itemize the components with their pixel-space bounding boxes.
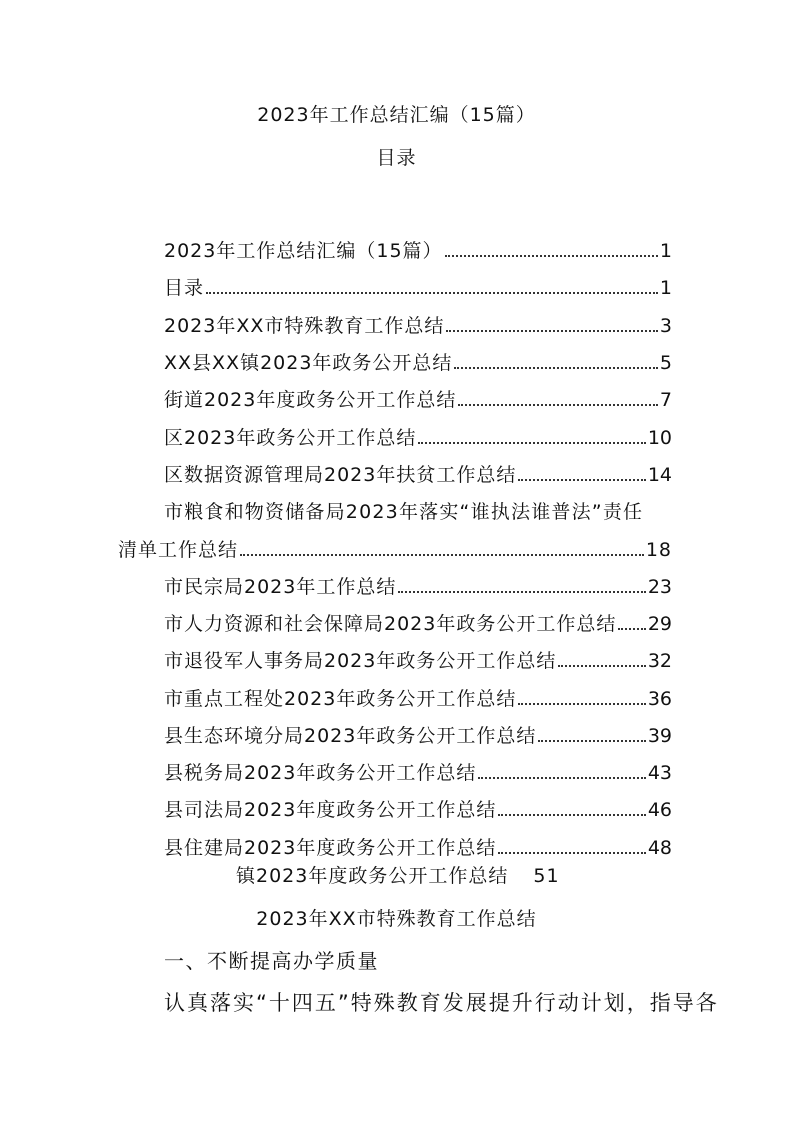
toc-leader-dots bbox=[418, 441, 645, 444]
toc-entry-label: 区数据资源管理局2023年扶贫工作总结 bbox=[164, 464, 517, 486]
toc-entry-page: 51 bbox=[533, 865, 560, 887]
toc-leader-dots bbox=[518, 702, 645, 705]
toc-entry[interactable] bbox=[164, 311, 672, 338]
toc-entry-label: XX县XX镇2023年政务公开总结 bbox=[164, 352, 453, 374]
toc-entry[interactable] bbox=[164, 795, 672, 822]
toc-entry[interactable] bbox=[164, 684, 672, 711]
toc-entry[interactable] bbox=[164, 460, 672, 487]
toc-entry[interactable] bbox=[164, 572, 672, 599]
toc-leader-dots bbox=[445, 254, 658, 257]
toc-entry[interactable] bbox=[164, 609, 672, 636]
toc-entry[interactable] bbox=[164, 721, 672, 748]
toc-entry-page: 36 bbox=[647, 688, 672, 710]
toc-entry-label: 县税务局2023年政务公开工作总结 bbox=[164, 762, 477, 784]
toc-leader-dots bbox=[478, 776, 645, 779]
toc-entry-label: 2023年XX市特殊教育工作总结 bbox=[164, 315, 445, 337]
toc-entry-page: 3 bbox=[659, 315, 672, 337]
toc-entry[interactable] bbox=[164, 236, 672, 263]
section-heading: 一、不断提高办学质量 bbox=[164, 949, 379, 973]
body-paragraph: 认真落实“十四五”特殊教育发展提升行动计划，指导各 bbox=[164, 991, 719, 1015]
toc-leader-dots bbox=[618, 627, 645, 630]
toc-entry-label: 区2023年政务公开工作总结 bbox=[164, 427, 417, 449]
toc-entry-label: 清单工作总结 bbox=[118, 539, 239, 561]
toc-entry-page: 7 bbox=[659, 389, 672, 411]
toc-entry-label: 市退役军人事务局2023年政务公开工作总结 bbox=[164, 650, 557, 672]
toc-entry-label: 市人力资源和社会保障局2023年政务公开工作总结 bbox=[164, 613, 617, 635]
toc-leader-dots bbox=[498, 813, 645, 816]
toc-entry[interactable] bbox=[164, 385, 672, 412]
toc-entry-label: 街道2023年度政务公开工作总结 bbox=[164, 389, 457, 411]
toc-entry-page: 14 bbox=[647, 464, 672, 486]
toc-entry-page: 1 bbox=[659, 240, 672, 262]
toc-entry-plain[interactable] bbox=[236, 861, 560, 888]
toc-entry-label: 县司法局2023年度政务公开工作总结 bbox=[164, 799, 497, 821]
toc-leader-dots bbox=[538, 739, 645, 742]
toc-entry-page: 29 bbox=[647, 613, 672, 635]
toc-entry[interactable] bbox=[164, 646, 672, 673]
toc-leader-dots bbox=[398, 590, 645, 593]
toc-entry[interactable] bbox=[164, 758, 672, 785]
toc-entry-page: 48 bbox=[647, 837, 672, 859]
toc-entry[interactable] bbox=[164, 423, 672, 450]
section-title: 2023年XX市特殊教育工作总结 bbox=[256, 908, 537, 930]
toc-leader-dots bbox=[446, 329, 658, 332]
toc-entry-wrapped-line2[interactable] bbox=[118, 535, 672, 562]
toc-entry-page: 39 bbox=[647, 725, 672, 747]
toc-leader-dots bbox=[498, 851, 645, 854]
toc-entry-page: 18 bbox=[645, 539, 672, 561]
toc-entry[interactable] bbox=[164, 833, 672, 860]
toc-entry-page: 43 bbox=[647, 762, 672, 784]
toc-entry-page: 10 bbox=[647, 427, 672, 449]
toc-entry-label: 镇2023年度政务公开工作总结 bbox=[236, 865, 509, 887]
toc-entry[interactable] bbox=[164, 348, 672, 375]
toc-entry-page: 5 bbox=[659, 352, 672, 374]
toc-entry-label: 市民宗局2023年工作总结 bbox=[164, 576, 397, 598]
toc-entry-page: 46 bbox=[647, 799, 672, 821]
toc-entry-page: 23 bbox=[647, 576, 672, 598]
toc-heading: 目录 bbox=[376, 147, 417, 169]
toc-leader-dots bbox=[240, 553, 644, 556]
toc-entry-label: 市重点工程处2023年政务公开工作总结 bbox=[164, 688, 517, 710]
document-title: 2023年工作总结汇编（15篇） bbox=[257, 104, 536, 126]
toc-entry[interactable] bbox=[164, 273, 672, 300]
toc-entry-page: 32 bbox=[647, 650, 672, 672]
toc-entry-label: 2023年工作总结汇编（15篇） bbox=[164, 240, 443, 262]
toc-entry-page: 1 bbox=[659, 277, 672, 299]
toc-leader-dots bbox=[454, 366, 657, 369]
toc-entry-label: 县生态环境分局2023年政务公开工作总结 bbox=[164, 725, 537, 747]
toc-entry-label: 县住建局2023年度政务公开工作总结 bbox=[164, 837, 497, 859]
toc-entry-label: 目录 bbox=[164, 277, 205, 299]
toc-leader-dots bbox=[458, 403, 658, 406]
toc-entry-wrapped-line1[interactable]: 市粮食和物资储备局2023年落实“谁执法谁普法”责任 bbox=[164, 501, 644, 523]
toc-leader-dots bbox=[518, 478, 645, 481]
toc-leader-dots bbox=[558, 664, 645, 667]
toc-leader-dots bbox=[206, 291, 658, 294]
